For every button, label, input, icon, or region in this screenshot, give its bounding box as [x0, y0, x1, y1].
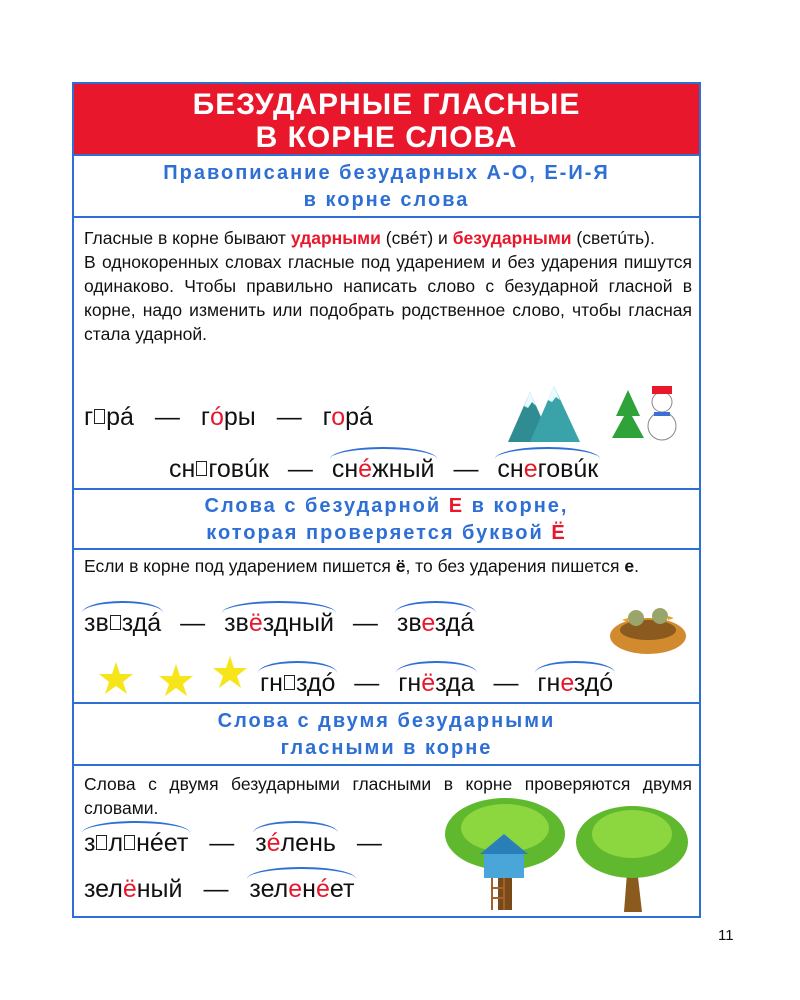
letter: е: [624, 556, 635, 576]
nest-icon: [608, 596, 690, 656]
root-arc: [82, 821, 190, 833]
root-arc: [330, 447, 437, 459]
mountains-icon: [508, 384, 580, 442]
dash: —: [203, 875, 229, 903]
section2-title-line1: [74, 493, 699, 520]
vowel: е: [523, 455, 538, 483]
vowel: е: [288, 875, 303, 903]
text-run: гн: [260, 669, 283, 697]
vowel: é: [266, 829, 281, 857]
word: [84, 828, 188, 858]
dash: —: [209, 829, 235, 857]
word: [537, 668, 613, 698]
text-run: жный: [372, 455, 435, 483]
section1-text: [84, 226, 692, 346]
word: [398, 668, 474, 698]
text-run: н: [302, 875, 316, 903]
dash: —: [453, 455, 479, 483]
text-run: зел: [84, 875, 123, 903]
text-run: рá: [345, 403, 373, 431]
text-run: сн: [169, 455, 196, 483]
word: [84, 874, 183, 904]
text-run: ры: [223, 403, 256, 431]
dash: —: [493, 669, 519, 697]
letter-e: Е: [448, 495, 465, 517]
word: [249, 874, 354, 904]
root-arc: [395, 601, 476, 613]
blank-box: [110, 615, 121, 630]
word: [497, 454, 598, 484]
text-run: Слова с безударной: [204, 495, 449, 517]
word: [224, 608, 334, 638]
word: [260, 668, 335, 698]
title-line-1: БЕЗУДАРНЫЕ ГЛАСНЫЕ: [192, 88, 581, 121]
text-run: говúк: [537, 455, 599, 483]
word: [84, 402, 134, 432]
vowel: е: [421, 609, 435, 637]
text-run: лень: [280, 829, 336, 857]
vowel: ё: [122, 875, 137, 903]
root-arc: [396, 661, 476, 673]
vowel: ё: [248, 609, 263, 637]
word: [169, 454, 269, 484]
word: [201, 402, 256, 432]
unstressed-term: безударными: [452, 228, 572, 248]
text-run: в корне,: [464, 495, 569, 517]
vowel: ё: [421, 669, 436, 697]
word: [323, 402, 373, 432]
text-run: гн: [398, 669, 422, 697]
root-arc: [258, 661, 337, 673]
text-run: (свéт) и: [380, 228, 453, 248]
text-run: здá: [121, 609, 162, 637]
text-run: ный: [136, 875, 183, 903]
text-run: г: [322, 403, 332, 431]
text-run: ет: [329, 875, 355, 903]
letter-yo: Ё: [551, 522, 567, 544]
blank-box: [94, 409, 105, 424]
letter: ё: [395, 556, 406, 576]
section3-title-line1: Слова с двумя безударными: [217, 710, 556, 732]
page-title: [74, 84, 699, 156]
text-run: з: [255, 829, 267, 857]
root-arc: [253, 821, 338, 833]
vowel: о: [331, 403, 346, 431]
text-run: здó: [295, 669, 336, 697]
text-run: зв: [396, 609, 422, 637]
section3-title-line2: гласными в корне: [280, 737, 493, 759]
root-arc: [222, 601, 336, 613]
text-run: л: [108, 829, 124, 857]
root-arc: [495, 447, 600, 459]
dash: —: [287, 455, 313, 483]
page-number: 11: [718, 927, 734, 944]
dash: —: [276, 403, 302, 431]
word: [84, 608, 161, 638]
text-run: зел: [249, 875, 289, 903]
text-run: гн: [537, 669, 561, 697]
text-run: здá: [434, 609, 475, 637]
vowel: é: [358, 455, 373, 483]
vowel: ó: [209, 403, 224, 431]
text-run: з: [84, 829, 96, 857]
text-run: сн: [497, 455, 524, 483]
stars-icon: [96, 654, 256, 704]
rule-card: [72, 82, 701, 918]
example-zelenyi: [84, 874, 354, 904]
text-run: говúк: [208, 455, 269, 483]
dash: —: [352, 609, 378, 637]
section3-title: [74, 702, 699, 766]
text-run: зв: [224, 609, 249, 637]
section3-text: Слова с двумя безударными гласными в корне проверяются двумя словами.: [84, 774, 692, 818]
dash: —: [354, 669, 380, 697]
root-arc: [247, 867, 356, 879]
text-run: сн: [331, 455, 359, 483]
text-run: Если в корне под ударением пишется: [84, 556, 396, 576]
vowel: é: [315, 875, 330, 903]
word: [397, 608, 474, 638]
text-run: г: [84, 403, 94, 431]
text-run: нéет: [136, 829, 189, 857]
dash: —: [356, 829, 382, 857]
text-run: (светúть).: [571, 228, 655, 248]
text-run: , то без ударения пишется: [405, 556, 625, 576]
word: [332, 454, 435, 484]
tree-icon: [572, 800, 692, 912]
section1-para2: В однокоренных словах гласные под ударением и без ударения пишутся одинаково. Чтобы правильно написать слово с безударной гласной в корне, надо изменить или подобрать родственное слово, чтобы гласная стала ударной.: [84, 252, 692, 344]
text-run: рá: [106, 403, 134, 431]
text-run: которая проверяется буквой: [206, 522, 552, 544]
vowel: е: [560, 669, 574, 697]
section2-text: [84, 554, 692, 578]
text-run: зв: [84, 609, 109, 637]
blank-box: [96, 835, 107, 850]
example-snegovik: [169, 454, 598, 484]
text-run: .: [634, 556, 639, 576]
section2-title-line2: [74, 520, 699, 547]
text-run: здó: [573, 669, 614, 697]
blank-box: [196, 461, 207, 476]
example-zvezda: [84, 608, 474, 638]
stressed-term: ударными: [290, 228, 381, 248]
root-arc: [535, 661, 615, 673]
section1-title-line1: Правописание безударных А-О, Е-И-Я: [163, 162, 610, 184]
snowman-icon: [612, 382, 686, 442]
example-gora: [84, 402, 373, 432]
root-arc: [82, 601, 163, 613]
section1-title: [74, 156, 699, 218]
dash: —: [180, 609, 206, 637]
text-run: здный: [262, 609, 334, 637]
example-zeleneet: [84, 828, 396, 858]
section1-para1: [84, 226, 692, 250]
text-run: зда: [435, 669, 475, 697]
blank-box: [284, 675, 295, 690]
blank-box: [124, 835, 135, 850]
section2-title: [74, 488, 699, 550]
treehouse-icon: [442, 794, 568, 912]
title-line-2: В КОРНЕ СЛОВА: [255, 121, 518, 154]
example-gnezdo: [260, 668, 613, 698]
dash: —: [154, 403, 180, 431]
word: [255, 828, 336, 858]
text-run: Гласные в корне бывают: [84, 228, 291, 248]
section1-title-line2: в корне слова: [303, 189, 470, 211]
text-run: г: [200, 403, 210, 431]
